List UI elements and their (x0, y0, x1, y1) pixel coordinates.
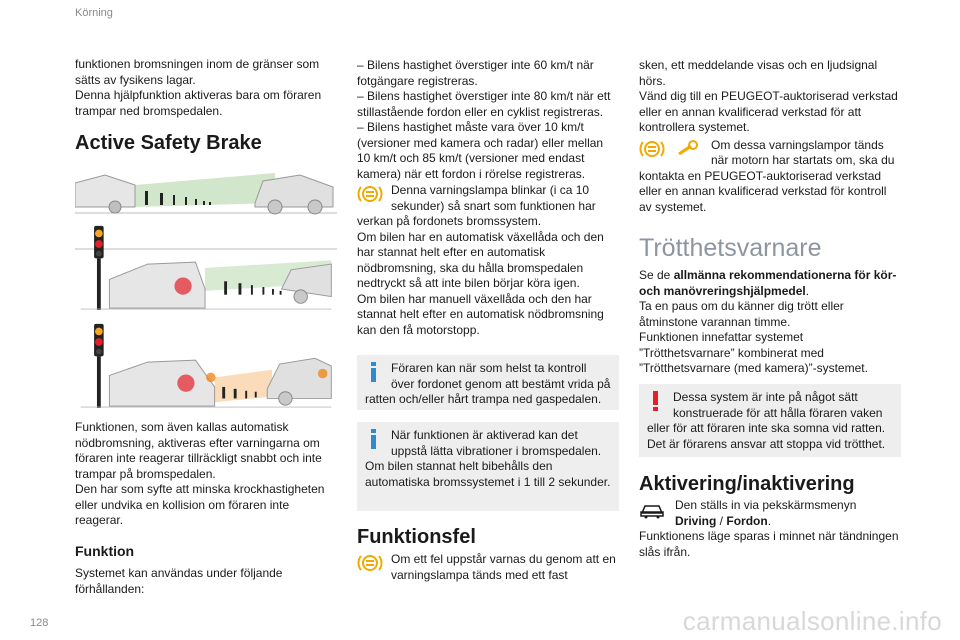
fault-text: Om ett fel uppstår varnas du genom att en varningslampa tänds med ett fast (391, 552, 616, 582)
condition-2: – Bilens hastighet överstiger inte 80 km/t när ett stillastående fordon eller en cyklist registreras. (357, 89, 611, 119)
illustration-car-braking (75, 320, 337, 408)
pause-text: Ta en paus om du känner dig trött eller åtminstone varannan timme. (639, 299, 844, 329)
exclamation-icon (647, 390, 665, 412)
see-recommendations (639, 268, 901, 299)
activation-text-block (639, 498, 901, 560)
menu-paragraph (639, 498, 901, 529)
info-icon (365, 361, 383, 383)
intro-text-1: funktionen bromsningen inom de gränser som sätts av fysikens lagar. (75, 57, 320, 87)
menu-text: Den ställs in via pekskärmsmenyn (675, 498, 857, 512)
description-block (75, 420, 337, 529)
lamps-text: Om dessa varningslampor tänds när motorn har startats om, ska du kontakta en PEUGEOT-auktoriserad verkstad eller en annan kvalificerad verkstad för kontroll av systemet. (639, 137, 895, 214)
column-3 (639, 58, 901, 215)
column-2 (357, 58, 619, 338)
warning-note (639, 384, 901, 457)
page-number: 128 (30, 617, 49, 629)
menu-path-driving: Driving (675, 513, 717, 528)
warning-note-text: Dessa system är inte på något sätt konstruerade för att hålla föraren vaken eller för att föraren inte ska somna vid ratten. Det är förarens ansvar att stoppa vid trötthet. (647, 390, 886, 451)
manual-gearbox-text: Om bilen har manuell växellåda och den har stannat helt efter en automatisk nödbromsning kan den få motorstopp. (357, 291, 604, 337)
info-note-1 (357, 355, 619, 410)
lamp-text: Denna varningslampa blinkar (i ca 10 sekunder) så snart som funktionen har verkan på fordonets bromssystem. (357, 183, 596, 228)
warning-lamps-icon (639, 138, 703, 160)
section-header: Körning (75, 7, 113, 19)
brake-fault-lamp-icon (357, 552, 383, 574)
workshop-text: Vänd dig till en PEUGEOT-auktoriserad verkstad eller en annan kvalificerad verkstad för att kontrollera systemet. (639, 89, 898, 134)
menu-separator: / (716, 513, 727, 528)
illustration-car-warning (75, 222, 337, 310)
condition-1: – Bilens hastighet överstiger inte 60 km/t när fotgängare registreras. (357, 58, 594, 88)
section-title-active-safety-brake: Active Safety Brake (75, 132, 262, 154)
lamps-paragraph (639, 138, 901, 216)
lamp-paragraph (357, 183, 619, 230)
info-note-2-text-b: Om bilen stannat helt bibehålls den automatiska bromssystemet i 1 till 2 sekunder. (365, 459, 611, 489)
fatigue-text-block (639, 268, 901, 377)
column-1 (75, 57, 337, 119)
see-prefix: Se de (639, 268, 674, 282)
condition-3: – Bilens hastighet måste vara över 10 km/t (versioner med kamera och radar) eller mellan 10 km/t och 85 km/t (versioner med endast kamera) när ett fordon i rörelse registreras. (357, 120, 604, 181)
see-bold-link: allmänna rekommendationerna för kör- och manövreringshjälpmedel (639, 268, 897, 298)
info-note-1-text: Föraren kan när som helst ta kontroll över fordonet genom att bestämt vrida på ratten och/eller hårt trampa ned gaspedalen. (365, 361, 611, 406)
body-text-2: Den har som syfte att minska krockhastigheten eller undvika en kollision om föraren inte reagerar. (75, 482, 325, 527)
fault-paragraph (357, 552, 619, 583)
car-menu-icon (639, 498, 665, 520)
info-icon (365, 428, 383, 450)
section-title-fatigue: Trötthetsvarnare (639, 234, 822, 262)
menu-end: . (767, 513, 772, 528)
intro-text-2: Denna hjälpfunktion aktiveras bara om föraren trampar ned bromspedalen. (75, 88, 322, 118)
watermark: carmanualsonline.info (682, 606, 942, 636)
menu-path-fordon: Fordon (726, 513, 768, 528)
subtitle-funktion: Funktion (75, 543, 135, 559)
memory-text: Funktionens läge sparas i minnet när tändningen slås ifrån. (639, 529, 899, 559)
info-note-2 (357, 422, 619, 511)
continuation-text: sken, ett meddelande visas och en ljudsignal hörs. (639, 58, 878, 88)
automatic-gearbox-text: Om bilen har en automatisk växellåda och den har stannat helt efter en automatisk nödbromsning, ska du hålla bromspedalen nedtryckt så att inte bilen börjar köra igen. (357, 229, 604, 290)
includes-text: Funktionen innefattar systemet ”Trötthetsvarnare” kombinerat med ”Trötthetsvarnare (med kamera)”-systemet. (639, 330, 868, 375)
section-title-activation: Aktivering/inaktivering (639, 473, 855, 495)
brake-warning-lamp-icon (357, 183, 383, 205)
see-suffix: . (805, 283, 810, 298)
body-text-1: Funktionen, som även kallas automatisk nödbromsning, aktiveras efter varningarna om föraren inte reagerar tillräckligt snabbt och inte trampar på bromspedalen. (75, 420, 322, 481)
function-text: Systemet kan användas under följande förhållanden: (75, 566, 283, 596)
section-title-funktionsfel: Funktionsfel (357, 526, 476, 548)
info-note-2-text-a: När funktionen är aktiverad kan det uppstå lätta vibrationer i bromspedalen. (391, 428, 602, 458)
